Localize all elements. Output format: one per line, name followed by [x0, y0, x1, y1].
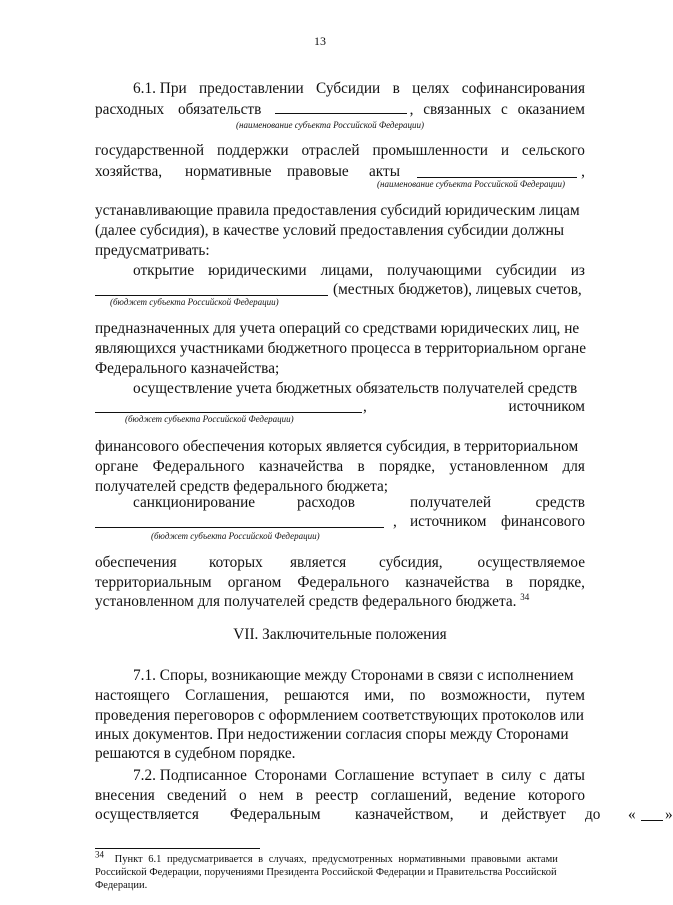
blank-field: [641, 808, 663, 821]
blank-field: [95, 515, 384, 528]
caption-subject-name: (наименование субъекта Российской Федерации): [236, 120, 425, 130]
para-6-1-line-3: государственной поддержки отраслей промышленности и сельского: [95, 142, 585, 159]
para-6-1-line-10: предназначенных для учета операций со средствами юридических лиц, не: [95, 320, 580, 337]
para-6-1-line-22: установленном для получателей средств федерального бюджета. $^{34}$: [95, 591, 530, 610]
para-7-1-line-1: 7.1. Споры, возникающие между Сторонами в связи с исполнением: [133, 667, 574, 684]
para-6-1-line-7: предусматривать:: [95, 242, 210, 259]
caption-budget: (бюджет субъекта Российской Федерации): [110, 297, 279, 307]
para-7-2-line-1: 7.2. Подписанное Сторонами Соглашение вступает в силу с даты: [133, 767, 585, 784]
caption-subject-name: (наименование субъекта Российской Федерации): [377, 179, 566, 189]
para-6-1-line-12: Федерального казначейства;: [95, 360, 280, 377]
para-6-1-line-8: открытие юридическими лицами, получающими субсидии из: [133, 262, 585, 279]
para-7-1-line-2: настоящего Соглашения, решаются ими, по возможности, путем: [95, 687, 585, 704]
footnote-line-2: Российской Федерации, поручениями Президента Российской Федерации и Правительства Российской: [95, 867, 557, 878]
para-6-1-line-11: являющихся участниками бюджетного процесса в территориальном органе: [95, 340, 587, 357]
footnote-line-3: Федерации.: [95, 880, 148, 891]
blank-field: [275, 101, 407, 114]
para-7-2-line-2: внесения сведений о нем в реестр соглашений, ведение которого: [95, 787, 585, 804]
para-6-1-line-5: устанавливающие правила предоставления субсидий юридическим лицам: [95, 202, 580, 219]
para-7-1-line-3: проведения переговоров с оформлением соответствующих протоколов или: [95, 707, 584, 724]
caption-budget: (бюджет субъекта Российской Федерации): [125, 414, 294, 424]
para-6-1-line-17: получателей средств федерального бюджета;: [95, 478, 388, 495]
para-6-1-line-6: (далее субсидия), в качестве условий предоставления субсидии должны: [95, 222, 565, 239]
caption-budget: (бюджет субъекта Российской Федерации): [151, 531, 320, 541]
para-6-1-line-13: осуществление учета бюджетных обязательств получателей средств: [133, 380, 578, 397]
para-6-1-line-16: органе Федерального казначейства в порядке, установленном для: [95, 458, 585, 475]
para-7-1-line-4: иных документов. При недостижении согласия споры между Сторонами: [95, 726, 569, 743]
section-heading: VII. Заключительные положения: [233, 626, 447, 643]
para-6-1-line-21: территориальным органом Федерального казначейства в порядке,: [95, 574, 585, 591]
para-6-1-line-2: расходных обязательств , связанных с оказанием: [95, 101, 585, 118]
blank-field: [95, 283, 328, 296]
para-6-1-line-1: 6.1. При предоставлении Субсидии в целях софинансирования: [133, 80, 585, 97]
blank-field: [417, 165, 577, 178]
footnote-ref: 34: [520, 591, 530, 602]
blank-field: [95, 400, 362, 413]
footnote-divider: [95, 848, 260, 849]
para-7-1-line-5: решаются в судебном порядке.: [95, 745, 296, 762]
page-number: 13: [314, 34, 326, 48]
footnote-line-1: $^{34}$ Пункт 6.1 предусматривается в случаях, предусмотренных нормативными правовыми актами: [95, 849, 558, 865]
para-6-1-line-15: финансового обеспечения которых является субсидия, в территориальном: [95, 438, 579, 455]
footnote-mark: 34: [95, 849, 104, 860]
